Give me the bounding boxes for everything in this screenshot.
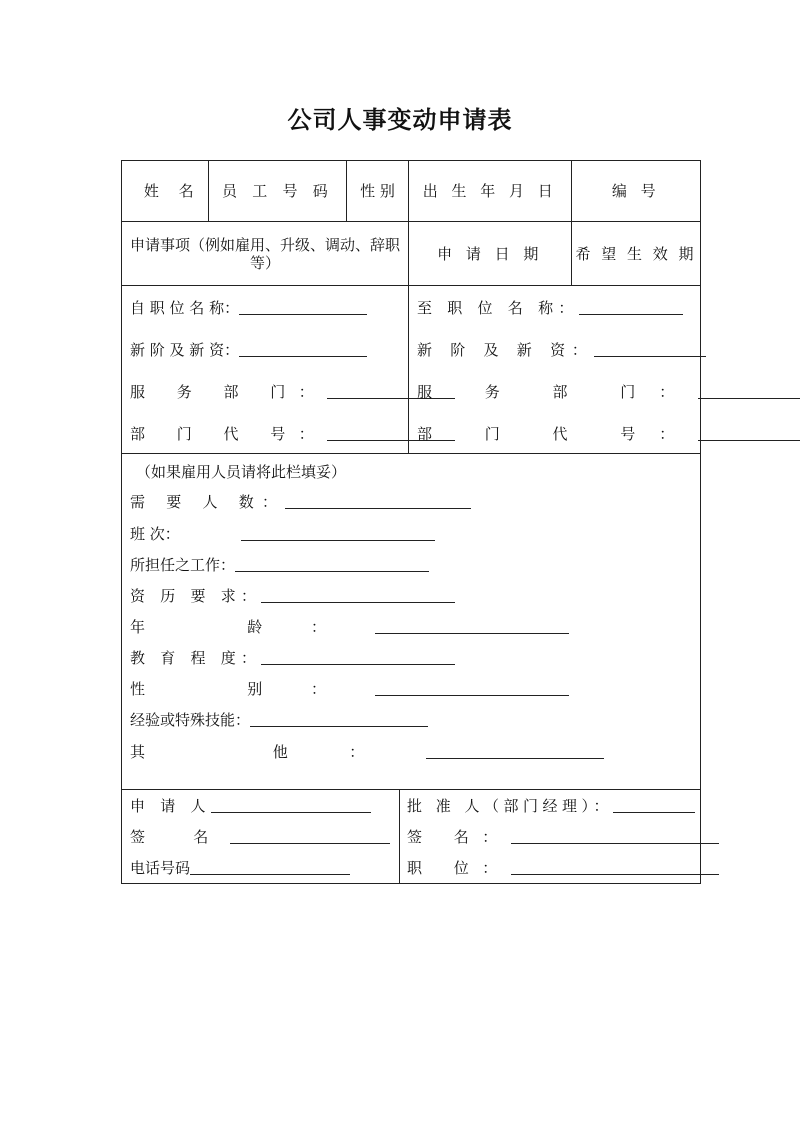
to-position-field[interactable] [579,313,683,315]
hiring-other-row [130,741,604,762]
hiring-gender-label: 性 别： [130,680,375,698]
approver-sign-label: 签 名： [407,828,511,846]
col-divider [399,789,400,883]
approver-field[interactable] [613,811,695,813]
hiring-education-row [130,647,455,668]
applicant-row [130,795,371,816]
hiring-gender-field[interactable] [375,694,569,696]
hiring-skills-field[interactable] [250,725,428,727]
hiring-qualification-label: 资 历 要 求： [130,587,262,605]
approver-row [407,795,695,816]
hiring-age-label: 年 龄： [130,618,375,636]
from-grade-field[interactable] [239,355,367,357]
hiring-shift-field[interactable] [241,539,435,541]
from-position-label: 自 职 位 名 称： [130,299,240,317]
row-divider [122,285,700,286]
hiring-duty-field[interactable] [235,570,429,572]
approver-sign-row [407,826,719,847]
from-dept-code-row [130,423,455,444]
hiring-education-field[interactable] [261,663,455,665]
hiring-shift-label: 班 次： [130,525,180,543]
hiring-shift-row [130,523,435,544]
hiring-duty-label: 所担任之工作： [130,556,236,574]
from-dept-row [130,381,455,402]
row-divider [122,789,700,790]
hiring-headcount-label: 需 要 人 数： [130,493,286,511]
header-name: 姓 名 [143,182,202,200]
hiring-other-label: 其 他： [130,743,426,761]
approver-title-field[interactable] [511,873,719,875]
applicant-phone-row [130,857,350,878]
hiring-skills-row [130,709,428,730]
applicant-phone-label: 电话号码 [130,859,191,877]
hiring-headcount-field[interactable] [285,507,471,509]
hiring-qualification-row [130,585,455,606]
hiring-duty-row [130,554,429,575]
header-gender: 性 别 [360,182,395,200]
personnel-change-form [121,160,701,884]
to-dept-label: 服 务 部 门： [417,383,699,401]
from-dept-code-label: 部 门 代 号： [130,425,328,443]
applicant-sign-row [130,826,390,847]
applicant-sign-field[interactable] [230,842,390,844]
header-employee-no: 员 工 号 码 [221,182,334,200]
page-title: 公司人事变动申请表 [287,106,513,134]
applicant-field[interactable] [211,811,371,813]
to-position-label: 至 职 位 名 称： [417,299,579,317]
to-dept-code-label: 部 门 代 号： [417,425,699,443]
approver-title-label: 职 位： [407,859,511,877]
from-position-row [130,297,367,318]
to-position-row [417,297,683,318]
row-divider [122,453,700,454]
request-matter: 申请事项（例如雇用、升级、调动、辞职等） [129,235,400,272]
to-dept-code-field[interactable] [698,439,800,441]
from-grade-label: 新 阶 及 新 资： [130,341,240,359]
to-dept-field[interactable] [698,397,800,399]
request-apply-date: 申 请 日 期 [437,244,543,263]
from-position-field[interactable] [239,313,367,315]
approver-label: 批 准 人（部门经理）： [407,797,614,815]
from-grade-row [130,339,367,360]
hiring-education-label: 教 育 程 度： [130,649,262,667]
hiring-gender-row [130,678,569,699]
applicant-sign-label: 签 名 [130,828,231,846]
hiring-skills-label: 经验或特殊技能： [130,711,251,729]
request-effective-date: 希 望 生 效 期 [575,244,697,263]
to-dept-row [417,381,800,402]
hiring-age-field[interactable] [375,632,569,634]
hiring-qualification-field[interactable] [261,601,455,603]
hiring-other-field[interactable] [426,757,604,759]
hiring-headcount-row [130,491,471,512]
approver-sign-field[interactable] [511,842,719,844]
to-grade-label: 新 阶 及 新 资： [417,341,594,359]
from-dept-label: 服 务 部 门： [130,383,328,401]
approver-title-row [407,857,719,878]
hiring-age-row [130,616,569,637]
header-birth-date: 出 生 年 月 日 [422,182,558,200]
header-serial-no: 编 号 [611,182,661,200]
to-grade-row [417,339,706,360]
to-grade-field[interactable] [594,355,706,357]
applicant-phone-field[interactable] [190,873,350,875]
applicant-label: 申 请 人 [130,797,211,815]
hiring-note: （如果雇用人员请将此栏填妥） [136,463,347,481]
to-dept-code-row [417,423,800,444]
